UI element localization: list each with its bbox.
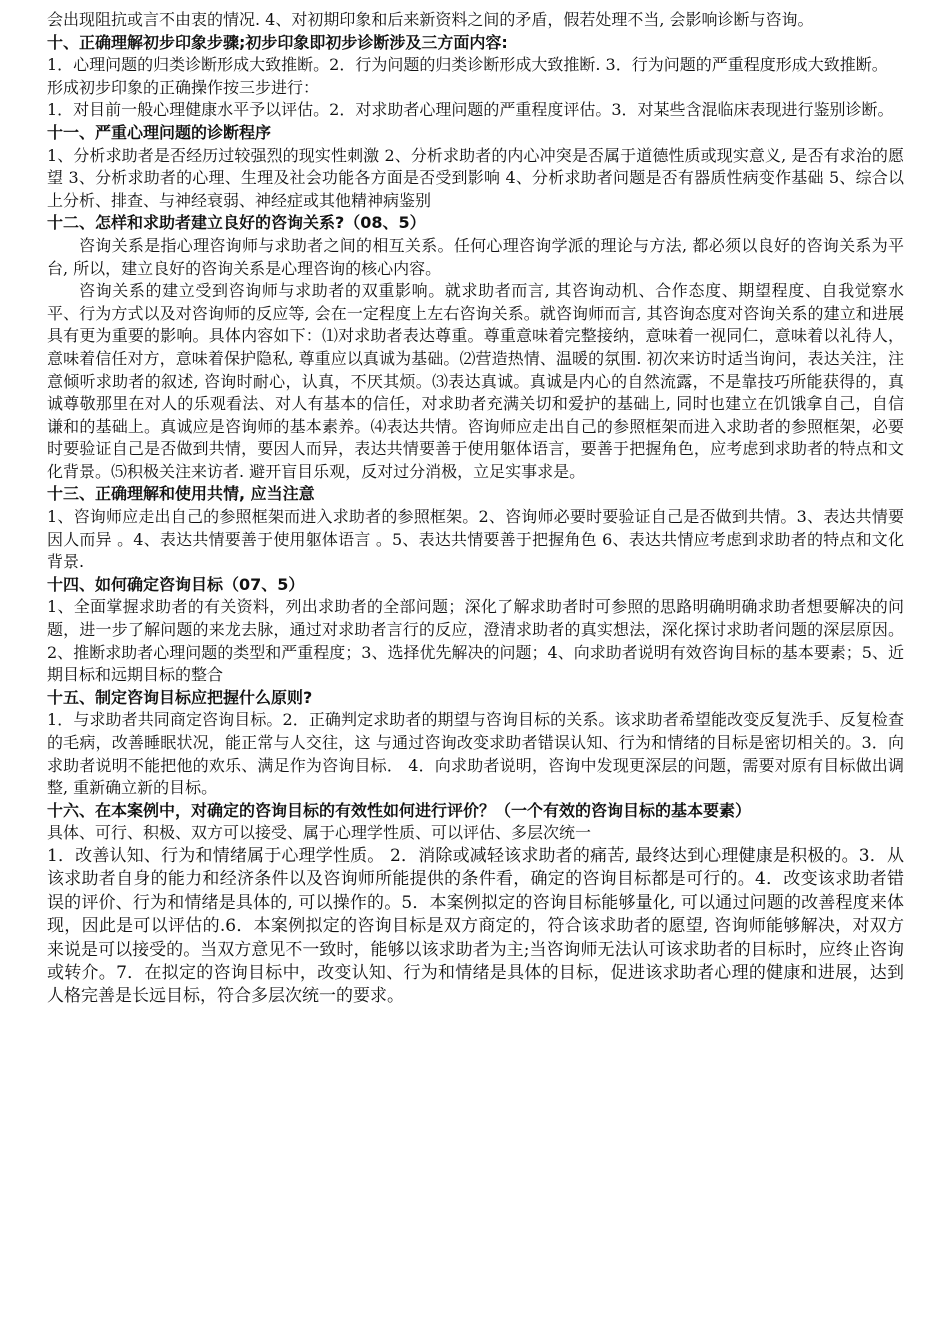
section-14-paragraph: 1、全面掌握求助者的有关资料，列出求助者的全部问题；深化了解求助者时可参照的思路明确明确求助者想要解决的问题，进一步了解问题的来龙去脉，通过对求助者言行的反应，澄清求助者的真实想法，深化探讨求助者问题的深层原因。2、推断求助者心理问题的类型和严重程度；3、选择优先解决的问题；4、向求助者说明有效咨询目标的基本要素；5、近期目标和远期目标的整合 bbox=[47, 597, 904, 685]
section-16-paragraph-2: 1．改善认知、行为和情绪属于心理学性质。 2．消除或减轻该求助者的痛苦, 最终达到心理健康是积极的。3．从该求助者自身的能力和经济条件以及咨询师所能提供的条件看，确定的咨询目标都是可行的。4．改变该求助者错误的评价、行为和情绪是具体的, 可以操作的。5．本案例拟定的咨询目标能够量化, 可以通过问题的改善程度来体现，因此是可以评估的.6．本案例拟定的咨询目标是双方商定的，符合该求助者的愿望, 咨询师能够解决，对双方来说是可以接受的。当双方意见不一致时，能够以该求助者为主;当咨询师无法认可该求助者的目标时，应终止咨询或转介。7．在拟定的咨询目标中，改变认知、行为和情绪是具体的目标，促进该求助者心理的健康和进展，达到人格完善是长远目标，符合多层次统一的要求。 bbox=[47, 845, 904, 1007]
section-10-paragraph-3: 1．对目前一般心理健康水平予以评估。2．对求助者心理问题的严重程度评估。3．对某些含混临床表现进行鉴别诊断。 bbox=[47, 100, 894, 120]
section-11-heading: 十一、严重心理问题的诊断程序 bbox=[47, 122, 272, 142]
intro-paragraph: 会出现阻抗或言不由衷的情况. 4、对初期印象和后来新资料之间的矛盾，假若处理不当, 会影响诊断与咨询。 bbox=[47, 10, 814, 29]
section-10-heading: 十、正确理解初步印象步骤;初步印象即初步诊断涉及三方面内容: bbox=[47, 32, 508, 52]
section-15-paragraph: 1．与求助者共同商定咨询目标。2．正确判定求助者的期望与咨询目标的关系。该求助者希望能改变反复洗手、反复检查的毛病，改善睡眠状况，能正常与人交往，这 与通过咨询改变求助者错误认知、行为和情绪的目标是密切相关的。3．向求助者说明不能把他的欢乐、满足作为咨询目标． 4．向求助者说明，咨询中发现更深层的问题，需要对原有目标做出调整, 重新确立新的目标。 bbox=[47, 710, 904, 798]
section-12-paragraph-2: 咨询关系的建立受到咨询师与求助者的双重影响。就求助者而言, 其咨询动机、合作态度、期望程度、自我觉察水平、行为方式以及对咨询师的反应等, 会在一定程度上左右咨询关系。就咨询师而言, 其咨询态度对咨询关系的建立和进展具有更为重要的影响。具体内容如下：⑴对求助者表达尊重。尊重意味着完整接纳，意味着一视同仁，意味着以礼待人，意味着信任对方，意味着保护隐私, 尊重应以真诚为基础。⑵营造热情、温暖的氛围. 初次来访时适当询问，表达关注，注意倾听求助者的叙述, 咨询时耐心，认真，不厌其烦。⑶表达真诚。真诚是内心的自然流露，不是靠技巧所能获得的，真诚尊敬那里在对人的乐观看法、对人有基本的信任，对求助者充满关切和爱护的基础上, 同时也建立在饥饿拿自己，自信谦和的基础上。真诚应是咨询师的基本素养。⑷表达共情。咨询师应走出自己的参照框架而进入求助者的参照框架，必要时要验证自己是否做到共情，要因人而异，表达共情要善于使用躯体语言，要善于把握角色，应考虑到求助者的特点和文化背景。⑸积极关注来访者. 避开盲目乐观，反对过分消极，立足实事求是。 bbox=[47, 281, 904, 481]
section-10-paragraph-1: 1．心理问题的归类诊断形成大致推断。2．行为问题的归类诊断形成大致推断. 3．行为问题的严重程度形成大致推断。 bbox=[47, 55, 888, 75]
section-13-paragraph: 1、咨询师应走出自己的参照框架而进入求助者的参照框架。2、咨询师必要时要验证自己是否做到共情。3、表达共情要因人而异 。4、表达共情要善于使用躯体语言 。5、表达共情要善于把握角色 6、表达共情应考虑到求助者的特点和文化背景. bbox=[47, 507, 904, 572]
section-12-paragraph-1: 咨询关系是指心理咨询师与求助者之间的相互关系。任何心理咨询学派的理论与方法, 都必须以良好的咨询关系为平台, 所以，建立良好的咨询关系是心理咨询的核心内容。 bbox=[47, 235, 904, 278]
section-11-paragraph: 1、分析求助者是否经历过较强烈的现实性刺激 2、分析求助者的内心冲突是否属于道德性质或现实意义, 是否有求治的愿望 3、分析求助者的心理、生理及社会功能各方面是否受到影响 4、分析求助者问题是否有器质性病变作基础 5、综合以上分析、排查、与神经衰弱、神经症或其他精神病鉴别 bbox=[47, 145, 904, 210]
section-10-paragraph-2: 形成初步印象的正确操作按三步进行： bbox=[47, 77, 320, 97]
section-16-paragraph-1: 具体、可行、积极、双方可以接受、属于心理学性质、可以评估、多层次统一 bbox=[47, 823, 592, 843]
section-14-heading: 十四、如何确定咨询目标（07、5） bbox=[47, 574, 305, 594]
section-13-heading: 十三、正确理解和使用共情, 应当注意 bbox=[47, 484, 315, 504]
section-15-heading: 十五、制定咨询目标应把握什么原则? bbox=[47, 687, 313, 707]
section-16-heading: 十六、在本案例中，对确定的咨询目标的有效性如何进行评价？（一个有效的咨询目标的基本要素） bbox=[47, 800, 752, 820]
section-12-heading: 十二、怎样和求助者建立良好的咨询关系?（08、5） bbox=[47, 213, 426, 233]
